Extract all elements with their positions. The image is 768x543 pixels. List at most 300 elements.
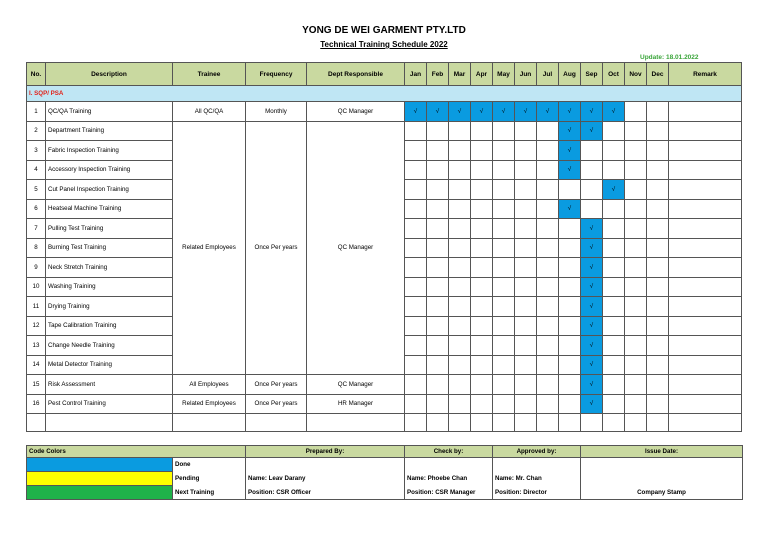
month-cell (647, 277, 669, 297)
column-header: Jun (515, 63, 537, 86)
month-cell: √ (581, 375, 603, 395)
blank-cell (173, 414, 246, 432)
prepared-position: Position: CSR Officer (246, 486, 405, 500)
month-cell: √ (427, 102, 449, 122)
remark-cell (669, 394, 742, 414)
month-cell (405, 160, 427, 180)
legend-done: Done (173, 458, 246, 472)
remark-cell (669, 375, 742, 395)
month-cell (559, 277, 581, 297)
month-cell (405, 394, 427, 414)
month-cell (405, 258, 427, 278)
month-cell (449, 238, 471, 258)
blank-cell (449, 414, 471, 432)
month-cell (537, 199, 559, 219)
pending-swatch (27, 472, 173, 486)
month-cell (515, 297, 537, 317)
month-cell (449, 277, 471, 297)
remark-cell (669, 258, 742, 278)
month-cell (515, 336, 537, 356)
month-cell (647, 297, 669, 317)
month-cell (625, 277, 647, 297)
blank-cell (307, 414, 405, 432)
month-cell (493, 355, 515, 375)
month-cell (471, 180, 493, 200)
month-cell (603, 277, 625, 297)
column-header: Remark (669, 63, 742, 86)
month-cell: √ (581, 316, 603, 336)
month-cell (471, 199, 493, 219)
row-number: 14 (27, 355, 46, 375)
month-cell (559, 258, 581, 278)
month-cell (427, 219, 449, 239)
legend-next: Next Training (173, 486, 246, 500)
month-cell (559, 316, 581, 336)
month-cell (405, 297, 427, 317)
month-cell (559, 219, 581, 239)
blank-cell (581, 414, 603, 432)
month-cell (449, 258, 471, 278)
month-cell (493, 277, 515, 297)
month-cell (647, 219, 669, 239)
month-cell (559, 180, 581, 200)
month-cell (625, 102, 647, 122)
month-cell: √ (581, 121, 603, 141)
training-description: Risk Assessment (46, 375, 173, 395)
training-description: Burning Test Training (46, 238, 173, 258)
month-cell (471, 258, 493, 278)
month-cell (515, 238, 537, 258)
column-header: Aug (559, 63, 581, 86)
table-row (27, 394, 742, 414)
month-cell (405, 141, 427, 161)
month-cell: √ (559, 199, 581, 219)
month-cell (405, 277, 427, 297)
month-cell (427, 160, 449, 180)
row-number: 3 (27, 141, 46, 161)
month-cell (647, 102, 669, 122)
month-cell (537, 180, 559, 200)
column-header: Dec (647, 63, 669, 86)
blank-cell (669, 414, 742, 432)
remark-cell (669, 199, 742, 219)
month-cell (427, 180, 449, 200)
month-cell: √ (559, 141, 581, 161)
trainee-cell: All Employees (173, 375, 246, 395)
frequency-cell: Once Per years (246, 375, 307, 395)
month-cell (537, 336, 559, 356)
month-cell (559, 394, 581, 414)
month-cell (603, 160, 625, 180)
remark-cell (669, 219, 742, 239)
row-number: 9 (27, 258, 46, 278)
month-cell (515, 316, 537, 336)
prepared-by-label: Prepared By: (246, 446, 405, 458)
training-description: Drying Training (46, 297, 173, 317)
check-position: Position: CSR Manager (405, 486, 493, 500)
column-header: Trainee (173, 63, 246, 86)
month-cell (647, 141, 669, 161)
training-schedule-table (26, 62, 742, 432)
approved-name: Name: Mr. Chan (493, 472, 581, 486)
issue-blank (581, 472, 743, 486)
group-freq: Once Per years (246, 121, 307, 375)
month-cell (625, 394, 647, 414)
month-cell (515, 199, 537, 219)
month-cell (515, 394, 537, 414)
month-cell (493, 121, 515, 141)
training-description: Tape Calibration Training (46, 316, 173, 336)
month-cell (471, 394, 493, 414)
blank-cell (647, 414, 669, 432)
month-cell (405, 238, 427, 258)
month-cell (493, 141, 515, 161)
remark-cell (669, 316, 742, 336)
training-description: Fabric Inspection Training (46, 141, 173, 161)
month-cell: √ (581, 297, 603, 317)
month-cell: √ (471, 102, 493, 122)
month-cell (427, 258, 449, 278)
column-header: Jan (405, 63, 427, 86)
month-cell (581, 180, 603, 200)
month-cell (405, 355, 427, 375)
month-cell (537, 355, 559, 375)
month-cell (471, 141, 493, 161)
month-cell (405, 121, 427, 141)
month-cell (625, 180, 647, 200)
month-cell (449, 141, 471, 161)
month-cell: √ (449, 102, 471, 122)
month-cell (625, 238, 647, 258)
section-label: I. SQP/ PSA (27, 86, 742, 102)
remark-cell (669, 277, 742, 297)
month-cell (427, 199, 449, 219)
blank-cell (246, 414, 307, 432)
month-cell (581, 160, 603, 180)
update-date: Update: 18.01.2022 (640, 54, 699, 61)
month-cell (449, 336, 471, 356)
month-cell (559, 355, 581, 375)
frequency-cell: Once Per years (246, 394, 307, 414)
row-number: 8 (27, 238, 46, 258)
month-cell (537, 394, 559, 414)
row-number: 2 (27, 121, 46, 141)
training-description: QC/QA Training (46, 102, 173, 122)
company-name: YONG DE WEI GARMENT PTY.LTD (302, 25, 466, 36)
prepared-name: Name: Leav Darany (246, 472, 405, 486)
blank-cell (405, 414, 427, 432)
month-cell (559, 238, 581, 258)
dept-cell: QC Manager (307, 102, 405, 122)
month-cell (603, 219, 625, 239)
month-cell (493, 375, 515, 395)
month-cell (427, 355, 449, 375)
approved-by-label: Approved by: (493, 446, 581, 458)
column-header: Description (46, 63, 173, 86)
month-cell (625, 375, 647, 395)
blank-cell (625, 414, 647, 432)
column-header: Jul (537, 63, 559, 86)
row-number: 13 (27, 336, 46, 356)
column-header: May (493, 63, 515, 86)
check-spacer (405, 458, 493, 472)
done-swatch (27, 458, 173, 472)
table-row (27, 102, 742, 122)
month-cell (625, 199, 647, 219)
issue-spacer (581, 458, 743, 472)
month-cell (449, 355, 471, 375)
month-cell (471, 160, 493, 180)
month-cell (537, 219, 559, 239)
training-description: Pest Control Training (46, 394, 173, 414)
month-cell (427, 316, 449, 336)
next-training-swatch (27, 486, 173, 500)
month-cell (427, 238, 449, 258)
month-cell (625, 336, 647, 356)
month-cell (559, 297, 581, 317)
month-cell: √ (581, 102, 603, 122)
column-header: Oct (603, 63, 625, 86)
month-cell: √ (603, 180, 625, 200)
month-cell (537, 141, 559, 161)
month-cell (647, 375, 669, 395)
row-number: 10 (27, 277, 46, 297)
blank-cell (559, 414, 581, 432)
month-cell (471, 336, 493, 356)
month-cell (647, 394, 669, 414)
month-cell (603, 141, 625, 161)
month-cell (647, 199, 669, 219)
month-cell (493, 316, 515, 336)
month-cell (603, 355, 625, 375)
month-cell (405, 199, 427, 219)
month-cell (515, 141, 537, 161)
month-cell (471, 355, 493, 375)
month-cell (537, 160, 559, 180)
month-cell (603, 199, 625, 219)
month-cell (559, 336, 581, 356)
column-header: Sep (581, 63, 603, 86)
row-number: 1 (27, 102, 46, 122)
group-dept: QC Manager (307, 121, 405, 375)
trainee-cell: Related Employees (173, 394, 246, 414)
month-cell (515, 180, 537, 200)
training-description: Pulling Test Training (46, 219, 173, 239)
month-cell: √ (515, 102, 537, 122)
month-cell (537, 375, 559, 395)
remark-cell (669, 238, 742, 258)
month-cell (449, 297, 471, 317)
training-description: Heatseal Machine Training (46, 199, 173, 219)
month-cell (603, 316, 625, 336)
month-cell (449, 219, 471, 239)
month-cell (625, 316, 647, 336)
month-cell: √ (493, 102, 515, 122)
month-cell (471, 238, 493, 258)
month-cell (427, 121, 449, 141)
month-cell (493, 336, 515, 356)
month-cell (625, 297, 647, 317)
blank-cell (471, 414, 493, 432)
month-cell (493, 160, 515, 180)
month-cell (515, 355, 537, 375)
column-header: Feb (427, 63, 449, 86)
month-cell (537, 297, 559, 317)
company-stamp: Company Stamp (581, 486, 743, 500)
remark-cell (669, 180, 742, 200)
row-number: 16 (27, 394, 46, 414)
month-cell (515, 258, 537, 278)
group-trainee: Related Employees (173, 121, 246, 375)
row-number: 12 (27, 316, 46, 336)
month-cell (625, 141, 647, 161)
training-description: Metal Detector Training (46, 355, 173, 375)
check-name: Name: Phoebe Chan (405, 472, 493, 486)
month-cell (427, 394, 449, 414)
remark-cell (669, 336, 742, 356)
table-row (27, 121, 742, 141)
month-cell (625, 355, 647, 375)
training-description: Washing Training (46, 277, 173, 297)
month-cell (603, 394, 625, 414)
month-cell (493, 219, 515, 239)
remark-cell (669, 102, 742, 122)
row-number: 11 (27, 297, 46, 317)
frequency-cell: Monthly (246, 102, 307, 122)
month-cell (493, 258, 515, 278)
month-cell: √ (581, 355, 603, 375)
month-cell (515, 375, 537, 395)
prepared-spacer (246, 458, 405, 472)
month-cell (625, 121, 647, 141)
month-cell (449, 160, 471, 180)
month-cell (603, 375, 625, 395)
month-cell (559, 375, 581, 395)
month-cell (493, 297, 515, 317)
month-cell (603, 121, 625, 141)
month-cell (515, 121, 537, 141)
month-cell (647, 121, 669, 141)
month-cell (515, 277, 537, 297)
row-number: 6 (27, 199, 46, 219)
month-cell (405, 180, 427, 200)
month-cell (427, 336, 449, 356)
dept-cell: HR Manager (307, 394, 405, 414)
month-cell (647, 180, 669, 200)
column-header: Apr (471, 63, 493, 86)
month-cell: √ (581, 219, 603, 239)
column-header: No. (27, 63, 46, 86)
month-cell (471, 219, 493, 239)
month-cell: √ (581, 238, 603, 258)
month-cell (537, 316, 559, 336)
month-cell (427, 141, 449, 161)
month-cell (603, 258, 625, 278)
month-cell (515, 219, 537, 239)
month-cell (471, 316, 493, 336)
month-cell (603, 238, 625, 258)
header-row (27, 63, 742, 86)
remark-cell (669, 141, 742, 161)
column-header: Nov (625, 63, 647, 86)
month-cell (449, 199, 471, 219)
month-cell (449, 180, 471, 200)
month-cell (603, 297, 625, 317)
month-cell (647, 355, 669, 375)
month-cell (471, 121, 493, 141)
trainee-cell: All QC/QA (173, 102, 246, 122)
month-cell (603, 336, 625, 356)
month-cell (537, 121, 559, 141)
month-cell (405, 336, 427, 356)
remark-cell (669, 160, 742, 180)
month-cell (449, 121, 471, 141)
blank-cell (427, 414, 449, 432)
blank-cell (27, 414, 46, 432)
month-cell (405, 316, 427, 336)
remark-cell (669, 297, 742, 317)
month-cell (471, 375, 493, 395)
section-row (27, 86, 742, 102)
remark-cell (669, 355, 742, 375)
month-cell (625, 258, 647, 278)
month-cell (647, 316, 669, 336)
column-header: Mar (449, 63, 471, 86)
month-cell (537, 238, 559, 258)
month-cell (581, 199, 603, 219)
column-header: Dept Responsible (307, 63, 405, 86)
month-cell (471, 277, 493, 297)
training-description: Cut Panel Inspection Training (46, 180, 173, 200)
month-cell: √ (603, 102, 625, 122)
schedule-title: Technical Training Schedule 2022 (320, 40, 448, 49)
code-colors-label: Code Colors (27, 446, 246, 458)
training-description: Accessory Inspection Training (46, 160, 173, 180)
month-cell (625, 219, 647, 239)
blank-cell (537, 414, 559, 432)
remark-cell (669, 121, 742, 141)
blank-cell (46, 414, 173, 432)
month-cell (537, 277, 559, 297)
month-cell: √ (405, 102, 427, 122)
month-cell: √ (581, 394, 603, 414)
approved-position: Position: Director (493, 486, 581, 500)
check-by-label: Check by: (405, 446, 493, 458)
month-cell: √ (559, 102, 581, 122)
month-cell (493, 180, 515, 200)
blank-row (27, 414, 742, 432)
month-cell (405, 375, 427, 395)
month-cell (581, 141, 603, 161)
month-cell (647, 258, 669, 278)
signoff-table (26, 445, 743, 500)
month-cell (405, 219, 427, 239)
month-cell (515, 160, 537, 180)
issue-date-label: Issue Date: (581, 446, 743, 458)
month-cell (537, 258, 559, 278)
blank-cell (603, 414, 625, 432)
month-cell (647, 336, 669, 356)
month-cell: √ (559, 160, 581, 180)
month-cell (449, 394, 471, 414)
training-description: Change Needle Training (46, 336, 173, 356)
month-cell (427, 375, 449, 395)
row-number: 7 (27, 219, 46, 239)
month-cell (449, 316, 471, 336)
month-cell (647, 160, 669, 180)
month-cell (449, 375, 471, 395)
blank-cell (515, 414, 537, 432)
